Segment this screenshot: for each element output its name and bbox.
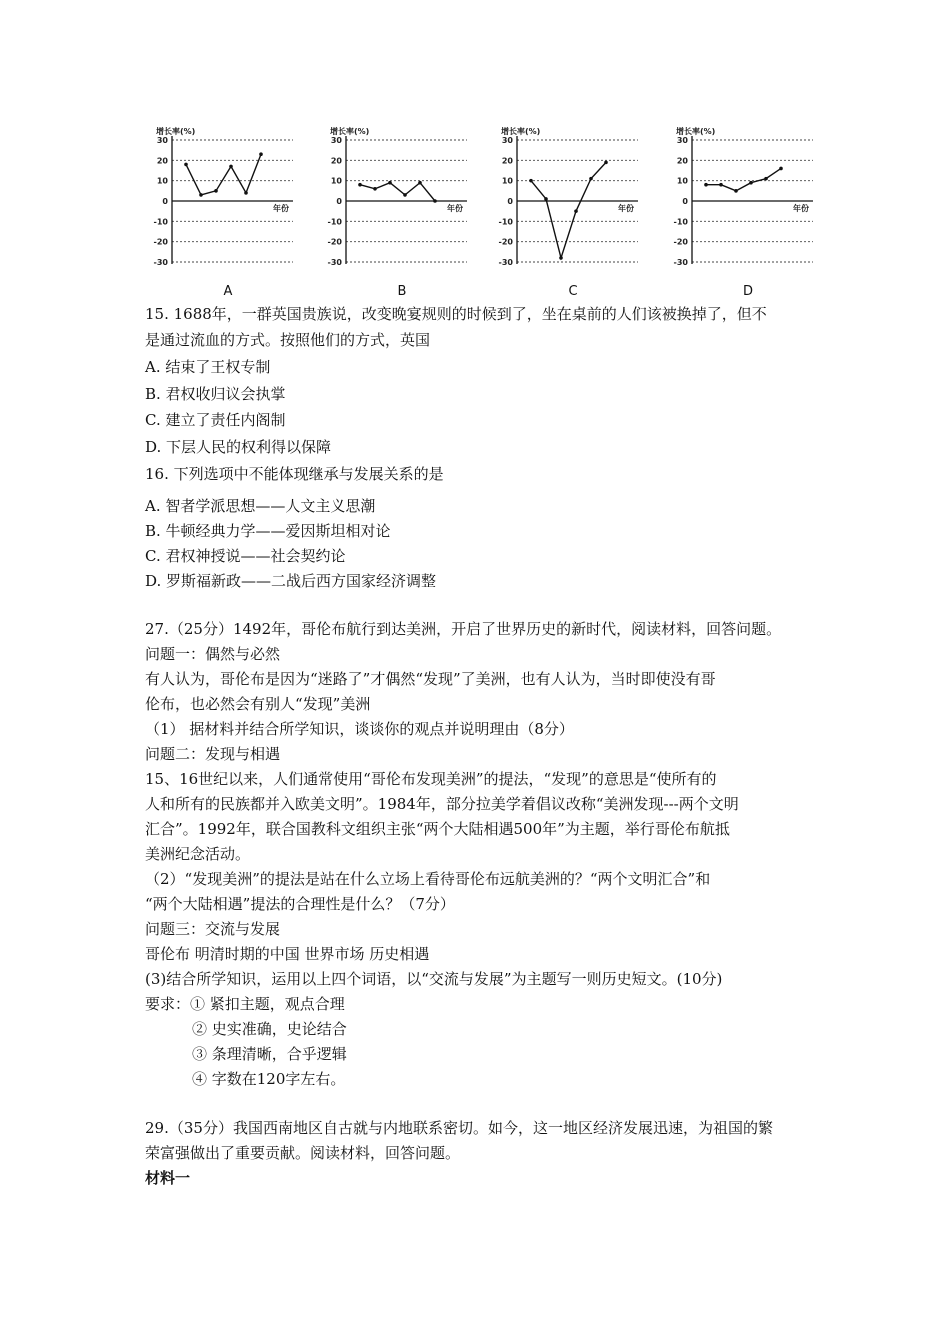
q27-requirement-4: ④ 字数在120字左右。 <box>192 1070 346 1088</box>
y-tick-label: 30 <box>330 136 342 145</box>
q27-part2-line2: 人和所有的民族都并入欧美文明”。1984年，部分拉美学着倡议改称“美洲发现---两个文明 <box>145 795 739 813</box>
q15-option-b: B. 君权收归议会执掌 <box>145 385 286 403</box>
data-point <box>259 152 263 156</box>
data-point <box>779 167 783 171</box>
data-point <box>433 199 437 203</box>
y-tick-label: -10 <box>498 217 513 227</box>
data-point <box>418 181 422 185</box>
chart-a <box>148 124 308 299</box>
y-tick-label: 20 <box>676 156 688 166</box>
q15-option-a: A. 结束了王权专制 <box>145 358 271 376</box>
y-tick-label: -30 <box>673 258 688 267</box>
y-tick-label: -30 <box>327 258 342 267</box>
panel-letter: B <box>397 284 407 299</box>
data-point <box>403 193 407 197</box>
chart-svg <box>148 124 308 299</box>
q29-stem-line2: 荣富强做出了重要贡献。阅读材料，回答问题。 <box>145 1144 461 1162</box>
q27-question3: (3)结合所学知识，运用以上四个词语，以“交流与发展”为主题写一则历史短文。(10分) <box>145 970 723 988</box>
y-tick-label: -30 <box>498 258 513 267</box>
q27-question2-line2: “两个大陆相遇”提法的合理性是什么？（7分） <box>145 895 455 913</box>
chart-svg <box>668 124 828 299</box>
y-tick-label: 20 <box>156 156 168 166</box>
data-point <box>184 163 188 167</box>
data-point <box>358 183 362 187</box>
y-axis-label: 增长率(%) <box>156 127 196 136</box>
y-tick-label: 0 <box>682 197 688 206</box>
chart-svg <box>322 124 482 299</box>
data-point <box>749 181 753 185</box>
y-tick-label: -20 <box>153 237 168 247</box>
y-tick-label: -10 <box>673 217 688 227</box>
q27-part1-title: 问题一：偶然与必然 <box>145 645 281 663</box>
q27-part2-line4: 美洲纪念活动。 <box>145 845 251 863</box>
q27-part3-words: 哥伦布 明清时期的中国 世界市场 历史相遇 <box>145 945 430 963</box>
q29-stem-line1: 29.（35分）我国西南地区自古就与内地联系密切。如今，这一地区经济发展迅速，为祖国的繁 <box>145 1119 773 1137</box>
data-point <box>529 179 533 183</box>
chart-b <box>322 124 482 299</box>
q27-question2-line1: （2）“发现美洲”的提法是站在什么立场上看待哥伦布远航美洲的？“两个文明汇合”和 <box>145 870 711 888</box>
y-tick-label: 0 <box>507 197 513 206</box>
q27-requirement-3: ③ 条理清晰，合乎逻辑 <box>192 1045 347 1063</box>
chart-d <box>668 124 828 299</box>
x-axis-label: 年份 <box>793 204 809 213</box>
data-point <box>199 193 203 197</box>
y-tick-label: 30 <box>676 136 688 145</box>
q27-part2-line1: 15、16世纪以来，人们通常使用“哥伦布发现美洲”的提法，“发现”的意思是“使所有的 <box>145 770 717 788</box>
y-tick-label: -20 <box>327 237 342 247</box>
y-tick-label: -20 <box>498 237 513 247</box>
data-point <box>589 177 593 181</box>
data-point <box>574 209 578 213</box>
chart-c <box>493 124 653 299</box>
y-tick-label: 30 <box>501 136 513 145</box>
data-point <box>704 183 708 187</box>
panel-letter: A <box>223 284 233 299</box>
y-tick-label: -30 <box>153 258 168 267</box>
q27-requirement-2: ② 史实准确，史论结合 <box>192 1020 347 1038</box>
series-line <box>360 183 435 201</box>
data-point <box>229 165 233 169</box>
q15-stem-line2: 是通过流血的方式。按照他们的方式，英国 <box>145 331 431 349</box>
q27-part2-line3: 汇合”。1992年，联合国教科文组织主张“两个大陆相遇500年”为主题，举行哥伦布航抵 <box>145 820 730 838</box>
growth-rate-charts <box>148 124 813 299</box>
q27-part1-line2: 伦布，也必然会有别人“发现”美洲 <box>145 695 371 713</box>
y-tick-label: 0 <box>162 197 168 206</box>
q15-option-c: C. 建立了责任内阁制 <box>145 411 286 429</box>
q29-material-1-heading: 材料一 <box>145 1169 191 1187</box>
q15-stem-line1: 15. 1688年，一群英国贵族说，改变晚宴规则的时候到了，坐在桌前的人们该被换掉了，但不 <box>145 305 767 323</box>
y-tick-label: 20 <box>330 156 342 166</box>
y-axis-label: 增长率(%) <box>501 127 541 136</box>
q16-stem: 16. 下列选项中不能体现继承与发展关系的是 <box>145 465 444 483</box>
q16-option-d: D. 罗斯福新政——二战后西方国家经济调整 <box>145 572 437 590</box>
panel-letter: C <box>568 284 578 299</box>
chart-svg <box>493 124 653 299</box>
data-point <box>719 183 723 187</box>
x-axis-label: 年份 <box>618 204 634 213</box>
y-tick-label: 10 <box>156 176 168 186</box>
data-point <box>388 181 392 185</box>
data-point <box>244 191 248 195</box>
q27-part1-line1: 有人认为，哥伦布是因为“迷路了”才偶然“发现”了美洲，也有人认为，当时即使没有哥 <box>145 670 716 688</box>
data-point <box>214 189 218 193</box>
y-tick-label: 10 <box>330 176 342 186</box>
series-line <box>706 168 781 190</box>
x-axis-label: 年份 <box>273 204 289 213</box>
panel-letter: D <box>742 284 754 299</box>
q16-option-b: B. 牛顿经典力学——爱因斯坦相对论 <box>145 522 391 540</box>
y-tick-label: -10 <box>327 217 342 227</box>
data-point <box>604 161 608 165</box>
y-tick-label: -10 <box>153 217 168 227</box>
y-tick-label: -20 <box>673 237 688 247</box>
y-tick-label: 10 <box>676 176 688 186</box>
data-point <box>734 189 738 193</box>
data-point <box>559 256 563 260</box>
y-tick-label: 0 <box>336 197 342 206</box>
q27-part2-title: 问题二：发现与相遇 <box>145 745 281 763</box>
y-tick-label: 30 <box>156 136 168 145</box>
q27-question1: （1） 据材料并结合所学知识，谈谈你的观点并说明理由（8分） <box>145 720 574 738</box>
y-axis-label: 增长率(%) <box>330 127 370 136</box>
y-tick-label: 20 <box>501 156 513 166</box>
data-point <box>764 177 768 181</box>
data-point <box>544 197 548 201</box>
q27-requirement-1: 要求：① 紧扣主题，观点合理 <box>145 995 345 1013</box>
q15-option-d: D. 下层人民的权利得以保障 <box>145 438 332 456</box>
x-axis-label: 年份 <box>447 204 463 213</box>
y-tick-label: 10 <box>501 176 513 186</box>
q27-part3-title: 问题三：交流与发展 <box>145 920 281 938</box>
data-point <box>373 187 377 191</box>
series-line <box>531 162 606 258</box>
q27-stem: 27.（25分）1492年，哥伦布航行到达美洲，开启了世界历史的新时代，阅读材料，回答问题。 <box>145 620 782 638</box>
y-axis-label: 增长率(%) <box>676 127 716 136</box>
q16-option-a: A. 智者学派思想——人文主义思潮 <box>145 497 376 515</box>
q16-option-c: C. 君权神授说——社会契约论 <box>145 547 346 565</box>
